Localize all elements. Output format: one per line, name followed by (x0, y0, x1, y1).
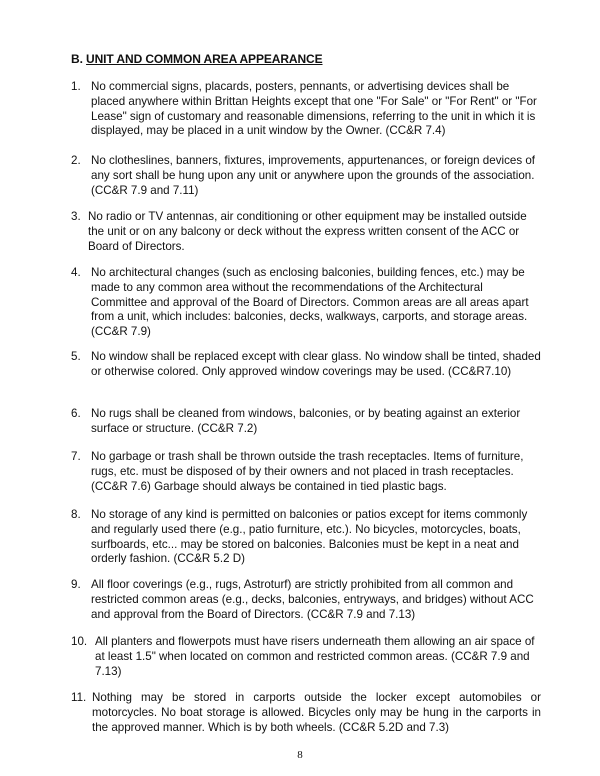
rule-item (71, 266, 541, 340)
rule-item (71, 508, 541, 567)
rule-number: 10. (71, 635, 88, 648)
rule-text: No storage of any kind is permitted on balconies or patios except for items commonly and regularly used there (e.g., patio furniture, etc.). No bicycles, motorcycles, boats, surfboards, etc... may be stored on balconies. Balconies must be kept in a neat and orderly fashion. (CC&R 5.2 D) (91, 508, 528, 566)
rule-number: 1. (71, 80, 81, 93)
rule-text: No commercial signs, placards, posters, pennants, or advertising devices shall be placed anywhere within Brittan Heights except that one "For Sale" or "For Rent" or "For Lease" sign of customary and reasonable dimensions, referring to the unit in which it is displayed, may be placed in a unit window by the Owner. (CC&R 7.4) (91, 80, 537, 138)
rule-text: No radio or TV antennas, air conditioning or other equipment may be installed outside the unit or on any balcony or deck without the express written consent of the ACC or Board of Directors. (88, 210, 527, 253)
rule-text: No rugs shall be cleaned from windows, balconies, or by beating against an exterior surface or structure. (CC&R 7.2) (91, 407, 521, 435)
rule-text: No window shall be replaced except with clear glass. No window shall be tinted, shaded or otherwise colored. Only approved window coverings may be used. (CC&R7.10) (91, 350, 541, 378)
rule-item (71, 450, 541, 494)
rule-number: 3. (71, 210, 81, 223)
rule-item (71, 210, 541, 254)
rule-number: 6. (71, 407, 81, 420)
rule-text: No garbage or trash shall be thrown outside the trash receptacles. Items of furniture, rugs, etc. must be disposed of by their owners and not placed in trash receptacles. (CC&R 7.6) Garbage should always be contained in tied plastic bags. (91, 450, 524, 493)
rule-text: Nothing may be stored in carports outside the locker except automobiles or motorcycles. No boat storage is allowed. Bicycles only may be hung in the carports in the approved manner. Which is by both wheels. (CC&R 5.2D and 7.3) (92, 691, 541, 734)
rule-number: 11. (71, 691, 87, 704)
rule-item (71, 350, 541, 380)
section-letter: B. (71, 52, 83, 66)
rule-item (71, 578, 541, 622)
rule-item (71, 407, 541, 437)
rule-item (71, 635, 541, 679)
rule-text: No architectural changes (such as enclosing balconies, building fences, etc.) may be made to any common area without the recommendations of the Architectural Committee and approval of the Board of Directors. Common areas are all areas apart from a unit, which includes: balconies, decks, walkways, carports, and storage areas. (CC&R 7.9) (91, 266, 529, 339)
rule-number: 2. (71, 154, 81, 167)
section-title: UNIT AND COMMON AREA APPEARANCE (86, 52, 323, 66)
rule-item (71, 691, 541, 735)
rule-text: All planters and flowerpots must have risers underneath them allowing an air space of at least 1.5" when located on common and restricted common areas. (CC&R 7.9 and 7.13) (95, 635, 535, 678)
rule-number: 7. (71, 450, 81, 463)
rule-item (71, 154, 541, 198)
rule-number: 4. (71, 266, 81, 279)
rule-number: 5. (71, 350, 81, 363)
rule-text: All floor coverings (e.g., rugs, Astroturf) are strictly prohibited from all common and restricted common areas (e.g., decks, balconies, entryways, and bridges) without ACC and approval from the Board of Directors. (CC&R 7.9 and 7.13) (91, 578, 534, 621)
page-number: 8 (297, 749, 303, 761)
rule-text: No clotheslines, banners, fixtures, improvements, appurtenances, or foreign devices of any sort shall be hung upon any unit or anywhere upon the grounds of the association. (CC&R 7.9 and 7.11) (91, 154, 536, 197)
section-heading (71, 52, 323, 67)
rule-item (71, 80, 541, 139)
rule-number: 9. (71, 578, 81, 591)
rule-number: 8. (71, 508, 81, 521)
